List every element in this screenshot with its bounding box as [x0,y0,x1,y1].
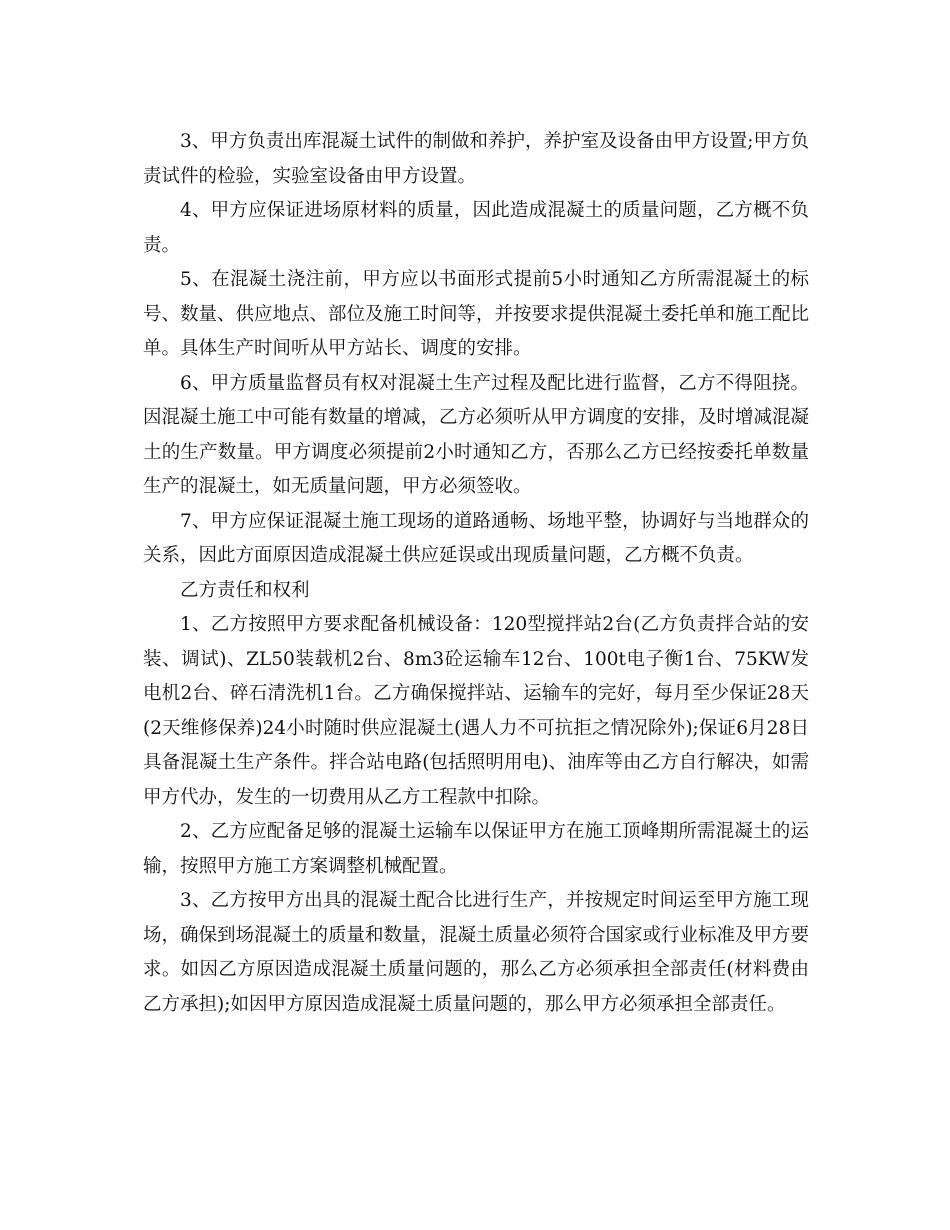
paragraph-party-a-clause-7: 7、甲方应保证混凝土施工现场的道路通畅、场地平整，协调好与当地群众的关系，因此方面原因造成混凝土供应延误或出现质量问题，乙方概不负责。 [143,510,809,566]
section-heading-party-b: 乙方责任和权利 [180,579,310,601]
document-body [143,125,809,1022]
paragraph-party-a-clause-4: 4、甲方应保证进场原材料的质量，因此造成混凝土的质量问题，乙方概不负责。 [143,200,809,256]
paragraph-party-a-clause-6: 6、甲方质量监督员有权对混凝土生产过程及配比进行监督，乙方不得阻挠。因混凝土施工中可能有数量的增减，乙方必须听从甲方调度的安排，及时增减混凝土的生产数量。甲方调度必须提前2小时通知乙方，否那么乙方已经按委托单数量生产的混凝土，如无质量问题，甲方必须签收。 [143,372,810,497]
paragraph-party-a-clause-5: 5、在混凝土浇注前，甲方应以书面形式提前5小时通知乙方所需混凝土的标号、数量、供应地点、部位及施工时间等，并按要求提供混凝土委托单和施工配比单。具体生产时间听从甲方站长、调度的安排。 [143,269,810,359]
paragraph-party-a-clause-3: 3、甲方负责出库混凝土试件的制做和养护，养护室及设备由甲方设置;甲方负责试件的检验，实验室设备由甲方设置。 [143,131,809,187]
paragraph-party-b-clause-2: 2、乙方应配备足够的混凝土运输车以保证甲方在施工顶峰期所需混凝土的运输，按照甲方施工方案调整机械配置。 [143,821,809,877]
paragraph-party-b-clause-3: 3、乙方按甲方出具的混凝土配合比进行生产，并按规定时间运至甲方施工现场，确保到场混凝土的质量和数量，混凝土质量必须符合国家或行业标准及甲方要求。如因乙方原因造成混凝土质量问题的，那么乙方必须承担全部责任(材料费由乙方承担);如因甲方原因造成混凝土质量问题的，那么甲方必须承担全部责任。 [143,890,810,1015]
paragraph-party-b-clause-1: 1、乙方按照甲方要求配备机械设备：120型搅拌站2台(乙方负责拌合站的安装、调试)、ZL50装载机2台、8m3砼运输车12台、100t电子衡1台、75KW发电机2台、碎石清洗机1台。乙方确保搅拌站、运输车的完好，每月至少保证28天(2天维修保养)24小时随时供应混凝土(遇人力不可抗拒之情况除外);保证6月28日具备混凝土生产条件。拌合站电路(包括照明用电)、油库等由乙方自行解决，如需甲方代办，发生的一切费用从乙方工程款中扣除。 [143,614,809,808]
